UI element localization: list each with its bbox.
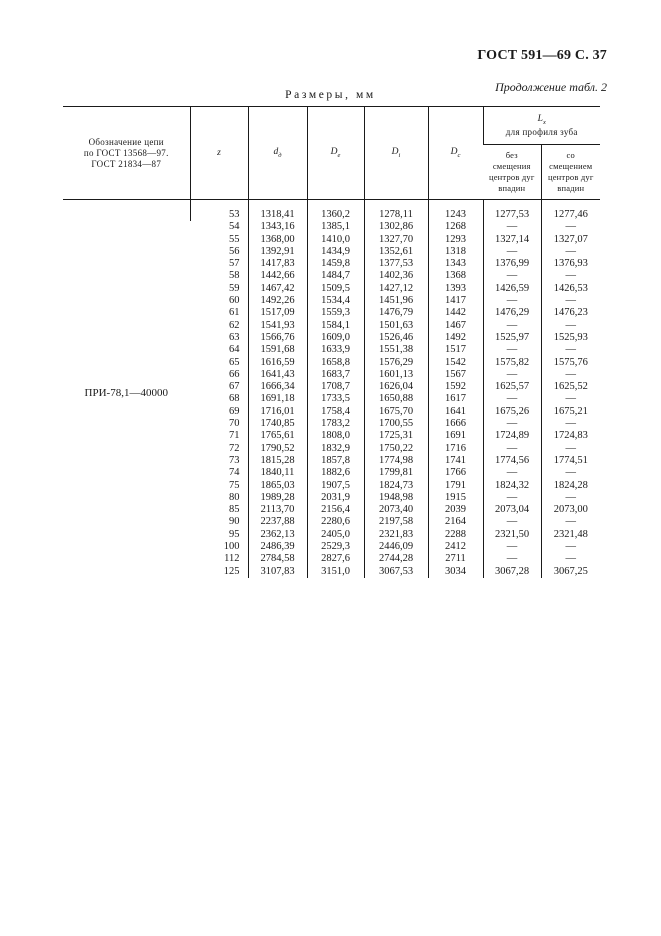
table-cell: 1691,18	[248, 393, 307, 405]
table-cell: 1790,52	[248, 443, 307, 455]
table-cell: 2321,48	[541, 529, 600, 541]
table-cell: 1857,8	[307, 455, 364, 467]
table-cell: 1525,93	[541, 332, 600, 344]
table-cell: 1525,97	[483, 332, 541, 344]
table-cell: 2446,09	[364, 541, 428, 553]
table-cell: 90	[229, 516, 240, 528]
table-cell: 1716,01	[248, 406, 307, 418]
table-cell: —	[483, 553, 541, 565]
table-cell: 1592	[428, 381, 483, 393]
table-cell: 1633,9	[307, 344, 364, 356]
header-d-d: $d_д$	[248, 107, 307, 200]
table-cell: 1385,1	[307, 221, 364, 233]
page-header: ГОСТ 591—69 С. 37	[477, 48, 607, 63]
table-cell: 2784,58	[248, 553, 307, 565]
table-cell: 1824,32	[483, 480, 541, 492]
table-cell: 1542	[428, 357, 483, 369]
table-cell: 1559,3	[307, 307, 364, 319]
table-cell: 1617	[428, 393, 483, 405]
table-cell: 112	[224, 553, 240, 565]
table-cell: 1327,14	[483, 234, 541, 246]
table-cell: 1750,22	[364, 443, 428, 455]
table-cell: 1799,81	[364, 467, 428, 479]
table-cell: 56	[229, 245, 240, 257]
table-cell: 1700,55	[364, 418, 428, 430]
table-cell: 1724,83	[541, 430, 600, 442]
table-cell: 53	[190, 209, 248, 221]
table-cell: 1392,91	[248, 246, 307, 258]
table-cell: 1575,76	[541, 357, 600, 369]
table-cell: 1915	[428, 492, 483, 504]
table-cell: 3034	[428, 566, 483, 578]
table-cell: —	[541, 553, 600, 565]
table-cell: —	[483, 393, 541, 405]
table-cell: —	[541, 467, 600, 479]
table-continuation-label: Продолжение табл. 2	[495, 80, 607, 94]
header-designation: Обозначение цепи по ГОСТ 13568—97. ГОСТ 21834—87	[63, 107, 190, 200]
table-cell: 63	[229, 331, 240, 343]
table-cell: 1824,73	[364, 480, 428, 492]
header-L-with-offset: со смещением центров дуг впадин	[541, 145, 600, 200]
table-cell: 1626,04	[364, 381, 428, 393]
table-cell: 1327,70	[364, 234, 428, 246]
table-cell: 57	[229, 258, 240, 270]
table-cell: 1327,07	[541, 234, 600, 246]
table-cell: 1758,4	[307, 406, 364, 418]
table-cell: 1534,4	[307, 295, 364, 307]
table-cell: 1277,53	[483, 209, 541, 221]
table-cell: —	[483, 467, 541, 479]
table-cell: 1277,46	[541, 209, 600, 221]
table-cell: 1625,57	[483, 381, 541, 393]
table-cell: 3107,83	[248, 566, 307, 578]
table-cell: 1666	[428, 418, 483, 430]
table-cell: 58	[229, 270, 240, 282]
table-cell: 55	[229, 233, 240, 245]
table-cell: —	[541, 541, 600, 553]
table-cell: 1808,0	[307, 430, 364, 442]
table-cell: 1650,88	[364, 393, 428, 405]
table-cell: 2362,13	[248, 529, 307, 541]
table-cell: 1402,36	[364, 270, 428, 282]
table-cell: 2039	[428, 504, 483, 516]
table-body	[63, 200, 600, 578]
header-L-without-offset: без смещения центров дуг впадин	[483, 145, 541, 200]
table-cell: 1567	[428, 369, 483, 381]
table-cell: 3067,53	[364, 566, 428, 578]
table-cell: 70	[229, 418, 240, 430]
table-cell: —	[483, 320, 541, 332]
table-cell: —	[483, 492, 541, 504]
table-cell: 61	[229, 307, 240, 319]
table-cell: 1459,8	[307, 258, 364, 270]
table-cell: 1666,34	[248, 381, 307, 393]
table-cell: 1591,68	[248, 344, 307, 356]
table-cell: 65	[229, 356, 240, 368]
table-cell: 66	[229, 368, 240, 380]
table-cell: 1517,09	[248, 307, 307, 319]
table-cell: 1467,42	[248, 283, 307, 295]
table-cell: —	[541, 221, 600, 233]
table-cell: 1675,21	[541, 406, 600, 418]
table-cell: —	[541, 418, 600, 430]
table-cell: —	[541, 320, 600, 332]
table-cell: 1492	[428, 332, 483, 344]
table-cell: 73	[229, 454, 240, 466]
chain-designation-cell: ПРИ-78,1—40000	[84, 387, 168, 400]
table-cell: 67	[229, 381, 240, 393]
table-cell: 72	[229, 442, 240, 454]
chain-dimensions-table	[63, 106, 600, 578]
table-cell: —	[541, 246, 600, 258]
table-cell: 2164	[428, 516, 483, 528]
table-cell: 64	[229, 344, 240, 356]
table-cell: 1948,98	[364, 492, 428, 504]
table-cell: 1740,85	[248, 418, 307, 430]
table-cell: —	[483, 246, 541, 258]
table-cell: 1509,5	[307, 283, 364, 295]
table-cell: —	[483, 418, 541, 430]
table-cell: 1343	[428, 258, 483, 270]
table-cell: 1426,53	[541, 283, 600, 295]
table-cell: 1832,9	[307, 443, 364, 455]
table-cell: 1376,93	[541, 258, 600, 270]
table-cell: 1501,63	[364, 320, 428, 332]
table-cell: 1551,38	[364, 344, 428, 356]
table-cell: 2321,83	[364, 529, 428, 541]
table-cell: 1376,99	[483, 258, 541, 270]
table-cell: 100	[223, 541, 240, 553]
table-cell: 2744,28	[364, 553, 428, 565]
table-cell: 1616,59	[248, 357, 307, 369]
table-cell: 59	[229, 282, 240, 294]
table-cell: 2321,50	[483, 529, 541, 541]
table-cell: 2486,39	[248, 541, 307, 553]
table-cell: 1442,66	[248, 270, 307, 282]
table-cell: 1725,31	[364, 430, 428, 442]
table-cell: 1526,46	[364, 332, 428, 344]
table-cell: 125	[223, 565, 240, 577]
header-D-c: $D_c$	[428, 107, 483, 200]
table-cell: 1377,53	[364, 258, 428, 270]
table-cell: 69	[229, 405, 240, 417]
table-cell: 1278,11	[364, 209, 428, 221]
table-cell: 2288	[428, 529, 483, 541]
table-row	[63, 209, 600, 221]
table-cell: 1541,93	[248, 320, 307, 332]
table-cell: 1566,76	[248, 332, 307, 344]
table-cell: 2073,04	[483, 504, 541, 516]
table-cell: —	[483, 344, 541, 356]
table-cell: 1442	[428, 307, 483, 319]
table-cell: 1774,98	[364, 455, 428, 467]
table-cell: 1417	[428, 295, 483, 307]
table-cell: 74	[229, 467, 240, 479]
table-cell: 1293	[428, 234, 483, 246]
table-cell: 1824,28	[541, 480, 600, 492]
table-cell: 2827,6	[307, 553, 364, 565]
table-cell: 1575,82	[483, 357, 541, 369]
table-cell: 1907,5	[307, 480, 364, 492]
table-cell: —	[541, 516, 600, 528]
table-cell: 1691	[428, 430, 483, 442]
table-cell: 1417,83	[248, 258, 307, 270]
table-cell: 2412	[428, 541, 483, 553]
table-cell: 1434,9	[307, 246, 364, 258]
table-cell: —	[483, 295, 541, 307]
table-cell: 1675,70	[364, 406, 428, 418]
table-cell: 1360,2	[307, 209, 364, 221]
table-cell: 1476,29	[483, 307, 541, 319]
table-cell: —	[541, 393, 600, 405]
table-cell: 1576,29	[364, 357, 428, 369]
table-cell: —	[541, 270, 600, 282]
table-cell: 1601,13	[364, 369, 428, 381]
header-D-e: $D_e$	[307, 107, 364, 200]
table-cell: 1774,56	[483, 455, 541, 467]
table-cell: 68	[229, 393, 240, 405]
table-cell: 1625,52	[541, 381, 600, 393]
table-cell: 95	[229, 528, 240, 540]
table-cell: 1410,0	[307, 234, 364, 246]
table-cell: 1484,7	[307, 270, 364, 282]
table-cell: —	[483, 221, 541, 233]
table-cell: 80	[229, 491, 240, 503]
header-D-i: $D_i$	[364, 107, 428, 200]
table-cell: 2405,0	[307, 529, 364, 541]
table-cell: —	[483, 443, 541, 455]
table-cell: 1724,89	[483, 430, 541, 442]
table-cell: 2113,70	[248, 504, 307, 516]
table-cell: 1708,7	[307, 381, 364, 393]
table-cell: 1318,41	[248, 209, 307, 221]
table-cell: 1766	[428, 467, 483, 479]
table-spacer-row	[63, 200, 600, 210]
table-cell: 2156,4	[307, 504, 364, 516]
table-cell: 1368,00	[248, 234, 307, 246]
table-cell: 1641,43	[248, 369, 307, 381]
table-cell: —	[483, 541, 541, 553]
table-cell: 1476,23	[541, 307, 600, 319]
table-cell: 1467	[428, 320, 483, 332]
table-cell: 1426,59	[483, 283, 541, 295]
table-cell: 1492,26	[248, 295, 307, 307]
header-z: z	[190, 107, 248, 200]
table-cell: 54	[229, 221, 240, 233]
table-cell: 75	[229, 479, 240, 491]
table-cell: 1517	[428, 344, 483, 356]
table-cell: 62	[229, 319, 240, 331]
table-cell: 1427,12	[364, 283, 428, 295]
table-cell: 1765,61	[248, 430, 307, 442]
dimensions-caption: Размеры, мм	[285, 89, 376, 101]
table-cell: 1791	[428, 480, 483, 492]
table-cell: 3151,0	[307, 566, 364, 578]
table-cell: —	[541, 344, 600, 356]
table-cell: 85	[229, 504, 240, 516]
table-cell: 1774,51	[541, 455, 600, 467]
table-cell: 1352,61	[364, 246, 428, 258]
table-cell: 1451,96	[364, 295, 428, 307]
table-cell: —	[541, 492, 600, 504]
table-cell: 3067,28	[483, 566, 541, 578]
header-L-x: $L_x$ для профиля зуба	[483, 107, 600, 145]
table-cell: 2237,88	[248, 516, 307, 528]
table-cell: 2073,00	[541, 504, 600, 516]
table-cell: 1840,11	[248, 467, 307, 479]
table-cell: 1368	[428, 270, 483, 282]
table-cell: 1609,0	[307, 332, 364, 344]
table-cell: 3067,25	[541, 566, 600, 578]
table-cell: —	[541, 295, 600, 307]
table-cell: 1318	[428, 246, 483, 258]
table-cell: —	[483, 369, 541, 381]
table-cell: 1865,03	[248, 480, 307, 492]
table-cell: 1393	[428, 283, 483, 295]
table-cell: 1268	[428, 221, 483, 233]
table-cell: 2031,9	[307, 492, 364, 504]
table-cell: 2529,3	[307, 541, 364, 553]
table-cell: 2197,58	[364, 516, 428, 528]
table-cell: 1783,2	[307, 418, 364, 430]
table-cell: 2073,40	[364, 504, 428, 516]
table-cell: 60	[229, 295, 240, 307]
table-cell: 1882,6	[307, 467, 364, 479]
table-cell: 1476,79	[364, 307, 428, 319]
table-cell: 1658,8	[307, 357, 364, 369]
table-cell: 1716	[428, 443, 483, 455]
table-cell: —	[483, 270, 541, 282]
table-cell: 1741	[428, 455, 483, 467]
table-cell: —	[541, 443, 600, 455]
table-cell: 1641	[428, 406, 483, 418]
table-cell: 71	[229, 430, 240, 442]
table-cell: 2711	[428, 553, 483, 565]
table-cell: 1302,86	[364, 221, 428, 233]
table-cell: —	[483, 516, 541, 528]
table-cell: 1683,7	[307, 369, 364, 381]
table-cell: 1243	[428, 209, 483, 221]
table-cell: 1815,28	[248, 455, 307, 467]
table-cell: —	[541, 369, 600, 381]
table-cell: 2280,6	[307, 516, 364, 528]
table-cell: 1675,26	[483, 406, 541, 418]
table-cell: 1343,16	[248, 221, 307, 233]
table-cell: 1584,1	[307, 320, 364, 332]
table-cell: 1733,5	[307, 393, 364, 405]
table-cell: 1989,28	[248, 492, 307, 504]
